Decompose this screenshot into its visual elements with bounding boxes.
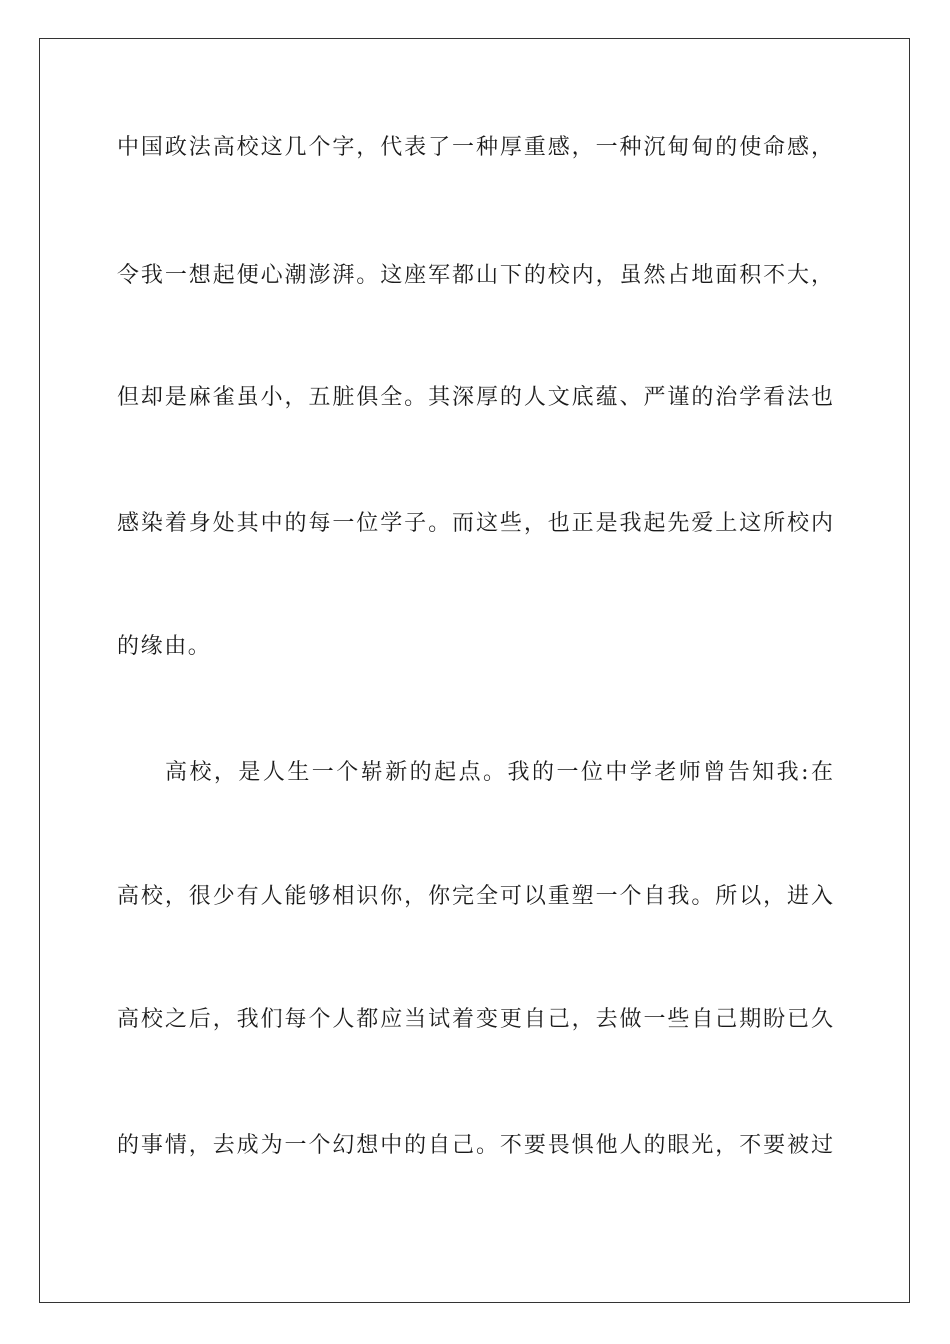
paragraph-2-line-2: 高校，很少有人能够相识你，你完全可以重塑一个自我。所以，进入 — [117, 884, 833, 909]
paragraph-1-line-1: 中国政法高校这几个字，代表了一种厚重感，一种沉甸甸的使命感， — [117, 135, 833, 160]
page-border — [39, 38, 910, 1303]
paragraph-1-line-5: 的缘由。 — [117, 634, 212, 659]
paragraph-1-line-2: 令我一想起便心潮澎湃。这座军都山下的校内，虽然占地面积不大， — [117, 263, 833, 288]
paragraph-1-line-3: 但却是麻雀虽小，五脏俱全。其深厚的人文底蕴、严谨的治学看法也 — [117, 385, 833, 410]
paragraph-2-line-3: 高校之后，我们每个人都应当试着变更自己，去做一些自己期盼已久 — [117, 1007, 833, 1032]
paragraph-2-line-4: 的事情，去成为一个幻想中的自己。不要畏惧他人的眼光，不要被过 — [117, 1133, 833, 1158]
paragraph-2-line-1: 高校，是人生一个崭新的起点。我的一位中学老师曾告知我:在 — [165, 760, 833, 785]
paragraph-1-line-4: 感染着身处其中的每一位学子。而这些，也正是我起先爱上这所校内 — [117, 511, 833, 536]
